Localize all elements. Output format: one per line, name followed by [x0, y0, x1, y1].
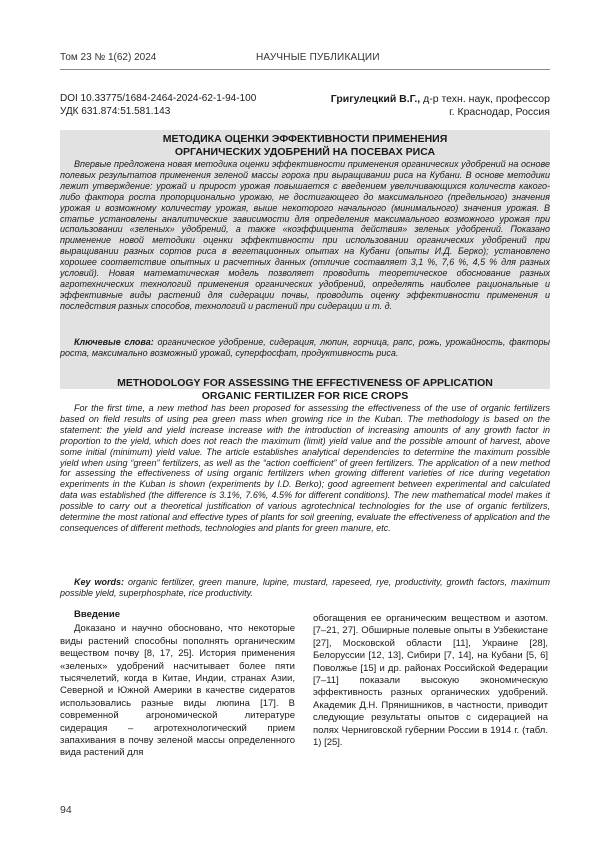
intro-heading: Введение	[74, 609, 121, 620]
body-column-left	[60, 609, 295, 760]
abstract-en: For the first time, a new method has been proposed for assessing the effectiveness of the use of organic fertilizers based on field results of using pea green mass when growing rice in the Kuban. The methodology is based on the statement: the yield and yield increase increase with the introduction of increasing amounts of any growth factor in proportion to the yield, which does not reach the maximum (limit) yield value and the possible amount of harvest, above some initial (minimum) yield value. The article establishes analytical dependencies to determine the maximum possible yield when using “green” fertilizers, as well as the “action coefficient” of green fertilizers. The application of a new method for assessing the effectiveness of using organic fertilizers when growing different varieties of rice during vegetation experiments in the Kuban is shown (experiments by I.D. Berko); good agreement between experimental and calculated data was established (the difference is 3.1%, 7.6%, 4.5% for different conditions). The new mathematical model makes it possible to carry out a theoretical justification of various agrotechnical technologies for the use of organic fertilizers, determine the most rational and effective types of plants for soil greening, evaluate the effectiveness of application and the consequences of different methods, technologies and plants for green manure, etc.	[60, 403, 550, 533]
keywords-ru-label: Ключевые слова:	[74, 337, 154, 347]
article-title-ru	[60, 133, 550, 158]
body-column-right	[313, 613, 548, 749]
keywords-en-text: organic fertilizer, green manure, lupine, mustard, rapeseed, rye, productivity, growth factors, maximum possible yield, superphosphate, rice productivity.	[60, 577, 551, 598]
intro-paragraph-left: Доказано и научно обосновано, что некоторые виды растений способны пополнять органическим веществом почву [8, 17, 25]. История применения «зеленых» удобрений насчитывает более пяти тысячелетий, когда в Китае, Индии, странах Азии, Северной и Южной Америки в качестве сидератов использовались разные виды люпина [17]. В современной агрономической литературе сидерация – агротехнологический прием запахивания в почву зеленой массы определенного вида растений для	[60, 623, 295, 759]
journal-issue: Том 23 № 1(62) 2024	[60, 52, 157, 63]
udk: УДК 631.874:51.581.143	[60, 105, 171, 117]
title-en-line1: METHODOLOGY FOR ASSESSING THE EFFECTIVENESS OF APPLICATION	[117, 377, 493, 389]
author-degree: д-р техн. наук, профессор	[420, 93, 550, 105]
running-head	[60, 52, 550, 66]
intro-paragraph-right: обогащения ее органическим веществом и азотом. [7–21, 27]. Обширные полевые опыты в Узбекистане [27], Московской области [11], Украине [28], Белоруссии [12, 13], Сибири [7, 14], на Кубани [5, 6] Поволжье [15] и др. районах Российской Федерации [7–11] показали высокую экономическую эффективность разных органических удобрений. Академик Д.Н. Прянишников, в частности, приводит следующие результаты опытов с сидерацией на полях Черниговской губернии России в 1914 г. (табл. 1) [25].	[313, 613, 548, 749]
keywords-en-label: Key words:	[74, 577, 124, 587]
keywords-ru	[60, 337, 550, 359]
doi: DOI 10.33775/1684-2464-2024-62-1-94-100	[60, 93, 257, 104]
author-city: г. Краснодар, Россия	[449, 106, 550, 118]
abstract-ru: Впервые предложена новая методика оценки эффективности применения органических удобрений на основе полевых результатов применения зеленой массы гороха при выращивании риса на Кубани. В основе методики лежит утверждение: урожай и прирост урожая повышается с введением увеличивающихся количеств какого-либо фактора роста пропорционально урожаю, не достигающего до максимального (предельного) значения урожая и возможному количеству урожая, выше некоторого начального (минимального) значения урожая. В статье установлены аналитические зависимости для определения максимального возможного урожая при использовании «зеленых» удобрений, а также «коэффициента действия» зеленых удобрений. Показано применение новой методики оценки эффективности при использовании органических удобрений при выращивании разных сортов риса в вегетационных опытах на Кубани (опыты И.Д. Берко); установлено хорошее соответствие опытных и расчетных данных (отличие составляет 3,1 %, 7,6 %, 4,5 % для разных условий). Новая математическая модель позволяет проводить теоретическое обоснование разных агротехнических технологий применения органических удобрений, определять наиболее рациональные и эффективные виды растений для сидерации почвы, проводить оценку эффективности применения и последствия разных способов, технологий и растений при сидерации и т. д.	[60, 159, 550, 311]
article-title-en	[60, 377, 550, 402]
page-number: 94	[60, 804, 72, 816]
author-name: Григулецкий В.Г.,	[330, 93, 421, 105]
identifiers	[60, 93, 256, 118]
keywords-ru-text: органическое удобрение, сидерация, люпин, горчица, рапс, рожь, урожайность, факторы роста, максимально возможный урожай, суперфосфат, продуктивность риса.	[60, 337, 550, 358]
title-ru-line2: ОРГАНИЧЕСКИХ УДОБРЕНИЙ НА ПОСЕВАХ РИСА	[174, 145, 436, 158]
title-ru-line1: МЕТОДИКА ОЦЕНКИ ЭФФЕКТИВНОСТИ ПРИМЕНЕНИЯ	[162, 133, 448, 145]
author-block	[331, 93, 550, 119]
keywords-en	[60, 577, 550, 599]
section-title: НАУЧНЫЕ ПУБЛИКАЦИИ	[256, 52, 380, 63]
header-rule	[60, 69, 550, 70]
title-en-line2: ORGANIC FERTILIZER FOR RICE CROPS	[201, 389, 409, 402]
